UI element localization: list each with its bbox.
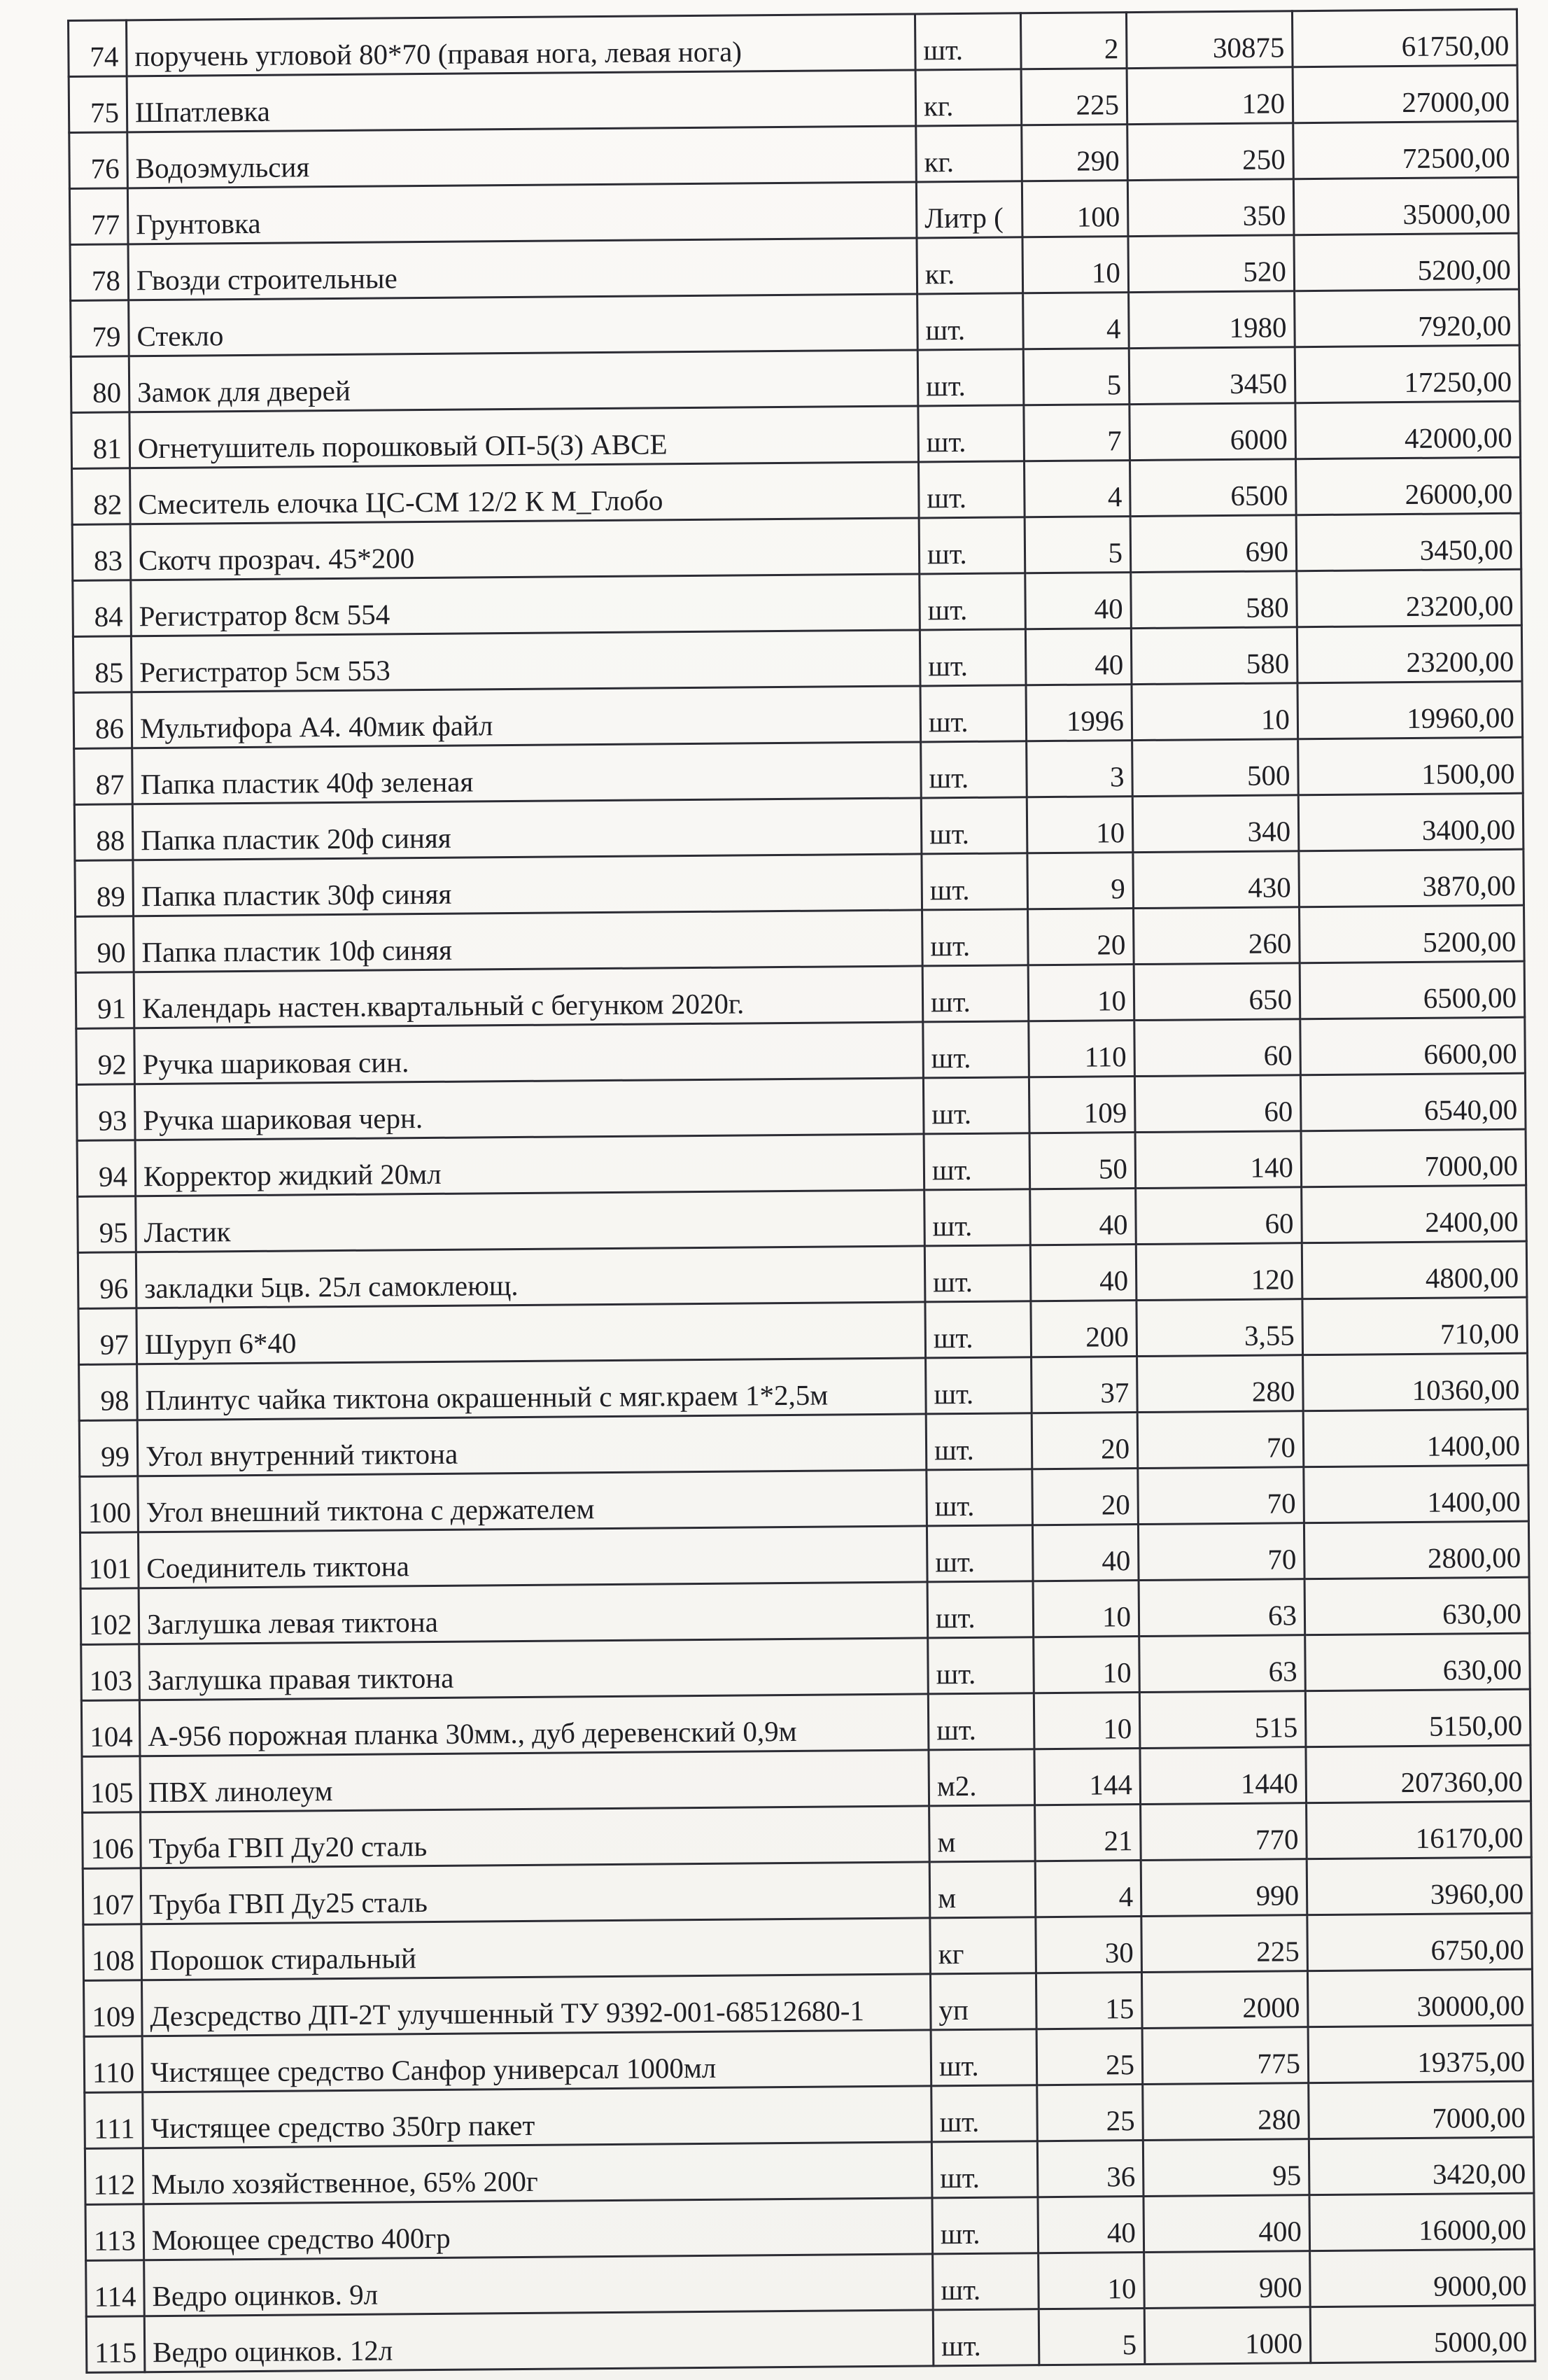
item-name: Угол внутренний тиктона <box>137 1414 927 1476</box>
line-total: 19375,00 <box>1308 2025 1533 2083</box>
item-name: Стекло <box>129 294 918 356</box>
quantity: 144 <box>1034 1749 1141 1805</box>
item-name: Папка пластик 30ф синяя <box>133 854 922 916</box>
unit-of-measure: шт. <box>917 349 1024 406</box>
line-total: 2400,00 <box>1302 1185 1527 1243</box>
row-number: 87 <box>74 748 133 805</box>
quantity: 40 <box>1030 1189 1137 1245</box>
quantity: 3 <box>1027 741 1133 797</box>
unit-price: 70 <box>1138 1467 1304 1525</box>
quantity: 4 <box>1024 461 1130 517</box>
item-name: ПВХ линолеум <box>140 1750 929 1812</box>
row-number: 108 <box>83 1924 142 1981</box>
line-total: 16170,00 <box>1307 1801 1532 1859</box>
row-number: 105 <box>82 1756 141 1813</box>
unit-price: 70 <box>1137 1411 1304 1469</box>
line-total: 7000,00 <box>1301 1129 1526 1187</box>
unit-price: 1980 <box>1129 291 1295 349</box>
line-total: 9000,00 <box>1310 2249 1535 2307</box>
row-number: 109 <box>84 1980 143 2037</box>
unit-price: 280 <box>1137 1355 1304 1413</box>
unit-of-measure: шт. <box>919 517 1025 574</box>
row-number: 91 <box>76 972 134 1029</box>
unit-price: 120 <box>1136 1243 1302 1301</box>
unit-price: 520 <box>1128 235 1295 293</box>
line-total: 61750,00 <box>1292 9 1517 67</box>
quantity: 9 <box>1027 853 1134 909</box>
unit-of-measure: шт. <box>924 1245 1031 1302</box>
item-name: Заглушка левая тиктона <box>139 1582 928 1644</box>
row-number: 85 <box>73 636 132 693</box>
line-total: 3400,00 <box>1298 793 1524 851</box>
row-number: 92 <box>76 1028 135 1085</box>
quantity: 10 <box>1022 237 1129 293</box>
row-number: 102 <box>80 1588 139 1645</box>
unit-price: 430 <box>1133 851 1300 909</box>
quantity: 20 <box>1032 1413 1138 1469</box>
row-number: 74 <box>69 20 127 77</box>
unit-of-measure: кг. <box>916 125 1022 182</box>
line-total: 2800,00 <box>1304 1521 1529 1579</box>
unit-price: 280 <box>1143 2083 1309 2141</box>
unit-of-measure: м <box>929 1805 1036 1862</box>
item-name: Гвозди строительные <box>128 238 917 300</box>
unit-of-measure: м2. <box>929 1749 1035 1806</box>
line-total: 6750,00 <box>1307 1913 1533 1971</box>
row-number: 101 <box>80 1532 139 1589</box>
line-total: 35000,00 <box>1293 177 1519 235</box>
quantity: 10 <box>1039 2253 1145 2309</box>
item-name: Шуруп 6*40 <box>136 1302 926 1364</box>
row-number: 100 <box>80 1476 139 1533</box>
quantity: 10 <box>1027 797 1133 853</box>
row-number: 104 <box>81 1700 140 1757</box>
quantity: 200 <box>1031 1301 1137 1357</box>
item-name: Чистящее средство Санфор универсал 1000мл <box>142 2030 931 2092</box>
unit-price: 580 <box>1131 627 1297 685</box>
line-total: 26000,00 <box>1295 457 1521 515</box>
quantity: 21 <box>1035 1805 1141 1861</box>
item-name: Шпатлевка <box>127 70 916 132</box>
quantity: 37 <box>1032 1357 1138 1413</box>
unit-price: 70 <box>1138 1523 1304 1581</box>
line-total: 3420,00 <box>1309 2137 1534 2195</box>
item-name: Плинтус чайка тиктона окрашенный с мяг.краем 1*2,5м <box>137 1358 927 1420</box>
unit-of-measure: шт. <box>925 1301 1032 1358</box>
unit-price: 63 <box>1139 1635 1306 1693</box>
unit-of-measure: кг. <box>917 237 1023 294</box>
unit-of-measure: шт. <box>923 1021 1029 1078</box>
unit-of-measure: Литр ( <box>916 181 1022 238</box>
row-number: 76 <box>69 132 128 189</box>
unit-price: 6000 <box>1130 403 1296 461</box>
unit-of-measure: уп <box>930 1973 1036 2030</box>
item-name: Папка пластик 20ф синяя <box>132 798 922 860</box>
line-total: 30000,00 <box>1307 1969 1533 2027</box>
line-total: 6540,00 <box>1300 1073 1526 1131</box>
line-total: 5200,00 <box>1294 233 1519 291</box>
line-total: 19960,00 <box>1297 681 1523 739</box>
unit-of-measure: шт. <box>931 2029 1037 2086</box>
quantity: 20 <box>1032 1469 1139 1525</box>
quantity: 2 <box>1020 13 1127 69</box>
row-number: 80 <box>71 356 129 413</box>
unit-price: 500 <box>1132 739 1299 797</box>
item-name: Ластик <box>136 1190 925 1252</box>
item-name: Порошок стиральный <box>141 1918 931 1980</box>
unit-of-measure: шт. <box>923 1077 1029 1134</box>
row-number: 111 <box>85 2092 143 2149</box>
unit-of-measure: шт. <box>933 2253 1039 2310</box>
unit-price: 3450 <box>1129 347 1295 405</box>
row-number: 88 <box>74 804 133 861</box>
quantity: 15 <box>1036 1973 1142 2029</box>
quantity: 225 <box>1021 69 1127 125</box>
item-name: Замок для дверей <box>129 350 918 412</box>
quantity: 4 <box>1035 1861 1141 1917</box>
unit-of-measure: шт. <box>932 2197 1039 2254</box>
item-name: Моющее средство 400гр <box>143 2198 933 2260</box>
unit-of-measure: шт. <box>918 405 1025 462</box>
unit-of-measure: шт. <box>927 1581 1034 1638</box>
quantity: 109 <box>1029 1077 1135 1133</box>
row-number: 75 <box>69 76 127 133</box>
unit-price: 990 <box>1141 1859 1307 1917</box>
unit-price: 60 <box>1136 1187 1302 1245</box>
line-total: 207360,00 <box>1306 1745 1531 1803</box>
unit-of-measure: шт. <box>920 573 1026 630</box>
unit-of-measure: шт. <box>921 797 1027 854</box>
unit-of-measure: шт. <box>928 1637 1034 1694</box>
item-name: Огнетушитель порошковый ОП-5(З) АВСЕ <box>129 406 919 468</box>
unit-of-measure: шт. <box>919 461 1025 518</box>
quantity: 10 <box>1028 965 1134 1021</box>
quantity: 10 <box>1034 1637 1140 1693</box>
quantity: 100 <box>1022 181 1128 237</box>
quantity: 4 <box>1023 293 1130 349</box>
item-name: Соединитель тиктона <box>138 1526 927 1588</box>
line-total: 23200,00 <box>1297 625 1522 683</box>
quantity: 5 <box>1025 517 1131 573</box>
item-name: Угол внешний тиктона с держателем <box>138 1470 927 1532</box>
item-name: А-956 порожная планка 30мм., дуб деревенский 0,9м <box>139 1694 929 1756</box>
item-name: Корректор жидкий 20мл <box>135 1134 924 1196</box>
unit-price: 690 <box>1130 515 1297 573</box>
line-total: 1400,00 <box>1303 1409 1528 1467</box>
table-row <box>86 2305 1535 2372</box>
line-total: 630,00 <box>1304 1577 1530 1635</box>
line-total: 5000,00 <box>1310 2305 1535 2363</box>
unit-of-measure: шт. <box>924 1133 1030 1190</box>
unit-of-measure: шт. <box>922 853 1028 910</box>
row-number: 96 <box>78 1252 136 1309</box>
line-total: 5200,00 <box>1300 905 1525 963</box>
item-name: Труба ГВП Ду25 сталь <box>141 1862 930 1924</box>
quantity: 10 <box>1033 1581 1139 1637</box>
row-number: 86 <box>73 692 132 749</box>
row-number: 90 <box>76 916 134 973</box>
unit-price: 1440 <box>1140 1747 1307 1805</box>
quantity: 5 <box>1023 349 1130 405</box>
row-number: 77 <box>69 188 128 245</box>
unit-price: 770 <box>1141 1803 1307 1861</box>
line-total: 17250,00 <box>1295 345 1520 403</box>
quantity: 36 <box>1037 2141 1144 2197</box>
quantity: 30 <box>1036 1917 1142 1973</box>
unit-price: 63 <box>1139 1579 1305 1637</box>
unit-price: 900 <box>1144 2251 1311 2309</box>
item-name: поручень угловой 80*70 (правая нога, левая нога) <box>127 14 916 76</box>
unit-price: 30875 <box>1126 11 1293 69</box>
row-number: 107 <box>83 1868 141 1925</box>
unit-price: 120 <box>1127 67 1293 125</box>
unit-of-measure: кг. <box>915 69 1022 126</box>
row-number: 93 <box>76 1084 135 1141</box>
unit-price: 10 <box>1132 683 1298 741</box>
item-name: Чистящее средство 350гр пакет <box>143 2086 932 2148</box>
row-number: 113 <box>85 2204 144 2261</box>
item-name: Скотч прозрач. 45*200 <box>130 518 920 580</box>
unit-of-measure: шт. <box>928 1693 1034 1750</box>
unit-price: 515 <box>1139 1691 1306 1749</box>
unit-of-measure: шт. <box>926 1413 1032 1470</box>
unit-of-measure: шт. <box>927 1469 1033 1526</box>
item-name: закладки 5цв. 25л самоклеющ. <box>136 1246 925 1308</box>
unit-price: 350 <box>1127 179 1294 237</box>
item-name: Заглушка правая тиктона <box>139 1638 929 1700</box>
unit-of-measure: шт. <box>931 2141 1038 2198</box>
unit-price: 2000 <box>1141 1971 1308 2029</box>
item-name: Мультифора А4. 40мик файл <box>132 686 921 748</box>
row-number: 81 <box>71 412 130 469</box>
line-total: 710,00 <box>1302 1297 1528 1355</box>
line-total: 3870,00 <box>1299 849 1524 907</box>
unit-of-measure: шт. <box>920 685 1027 742</box>
item-name: Дезсредство ДП-2Т улучшенный ТУ 9392-001-68512680-1 <box>142 1974 931 2036</box>
row-number: 99 <box>79 1420 138 1477</box>
unit-price: 340 <box>1132 795 1299 853</box>
unit-price: 60 <box>1134 1075 1301 1133</box>
line-total: 5150,00 <box>1305 1689 1531 1747</box>
row-number: 103 <box>81 1644 140 1701</box>
line-total: 1500,00 <box>1298 737 1524 795</box>
row-number: 106 <box>83 1812 141 1869</box>
quantity: 25 <box>1036 2029 1143 2085</box>
line-total: 6500,00 <box>1300 961 1525 1019</box>
line-total: 72500,00 <box>1293 121 1519 179</box>
unit-price: 1000 <box>1144 2307 1311 2365</box>
quantity: 290 <box>1022 125 1128 181</box>
items-table-body <box>69 9 1535 2372</box>
row-number: 78 <box>70 244 129 301</box>
row-number: 97 <box>78 1308 137 1365</box>
item-name: Ведро оцинков. 9л <box>144 2254 934 2316</box>
item-name: Труба ГВП Ду20 сталь <box>141 1806 930 1868</box>
unit-price: 95 <box>1143 2139 1309 2197</box>
quantity: 10 <box>1034 1693 1140 1749</box>
row-number: 89 <box>75 860 134 917</box>
unit-price: 140 <box>1135 1131 1302 1189</box>
row-number: 110 <box>84 2036 143 2093</box>
quantity: 50 <box>1029 1133 1136 1189</box>
quantity: 1996 <box>1026 685 1132 741</box>
quantity: 40 <box>1025 573 1132 629</box>
unit-price: 225 <box>1141 1915 1308 1973</box>
unit-of-measure: кг <box>930 1917 1036 1974</box>
unit-of-measure: м <box>929 1861 1036 1918</box>
item-name: Регистратор 8см 554 <box>131 574 920 636</box>
quantity: 20 <box>1028 909 1134 965</box>
row-number: 114 <box>86 2260 145 2317</box>
items-table <box>67 8 1536 2374</box>
line-total: 42000,00 <box>1295 401 1521 459</box>
line-total: 27000,00 <box>1293 65 1518 123</box>
unit-price: 400 <box>1144 2195 1310 2253</box>
item-name: Грунтовка <box>127 182 917 244</box>
unit-of-measure: шт. <box>933 2309 1039 2366</box>
row-number: 82 <box>72 468 131 525</box>
unit-price: 260 <box>1134 907 1300 965</box>
unit-of-measure: шт. <box>922 965 1029 1022</box>
row-number: 112 <box>85 2148 143 2205</box>
row-number: 115 <box>86 2316 145 2373</box>
quantity: 5 <box>1039 2309 1145 2365</box>
unit-of-measure: шт. <box>931 2085 1038 2142</box>
item-name: Папка пластик 10ф синяя <box>134 910 923 972</box>
quantity: 25 <box>1037 2085 1144 2141</box>
quantity: 40 <box>1025 629 1132 685</box>
unit-price: 580 <box>1131 571 1297 629</box>
unit-price: 775 <box>1142 2027 1309 2085</box>
line-total: 630,00 <box>1305 1633 1531 1691</box>
line-total: 23200,00 <box>1297 569 1522 627</box>
unit-of-measure: шт. <box>927 1525 1033 1582</box>
item-name: Регистратор 5см 553 <box>131 630 920 692</box>
unit-of-measure: шт. <box>922 909 1029 966</box>
item-name: Ручка шариковая черн. <box>134 1078 924 1140</box>
line-total: 3960,00 <box>1307 1857 1532 1915</box>
unit-price: 650 <box>1134 963 1300 1021</box>
line-total: 6600,00 <box>1300 1017 1526 1075</box>
line-total: 1400,00 <box>1304 1465 1529 1523</box>
unit-price: 3,55 <box>1137 1299 1303 1357</box>
item-name: Ручка шариковая син. <box>134 1022 924 1084</box>
line-total: 7000,00 <box>1309 2081 1534 2139</box>
unit-price: 6500 <box>1130 459 1296 517</box>
row-number: 98 <box>79 1364 138 1421</box>
quantity: 40 <box>1038 2197 1144 2253</box>
quantity: 110 <box>1029 1021 1135 1077</box>
unit-of-measure: шт. <box>920 629 1026 686</box>
unit-price: 250 <box>1127 123 1294 181</box>
row-number: 84 <box>73 580 132 637</box>
line-total: 3450,00 <box>1296 513 1521 571</box>
line-total: 16000,00 <box>1309 2193 1535 2251</box>
unit-of-measure: шт. <box>921 741 1027 798</box>
quantity: 7 <box>1024 405 1130 461</box>
line-total: 10360,00 <box>1303 1353 1528 1411</box>
quantity: 40 <box>1032 1525 1139 1581</box>
item-name: Ведро оцинков. 12л <box>144 2310 934 2372</box>
item-name: Мыло хозяйственное, 65% 200г <box>143 2142 932 2204</box>
unit-of-measure: шт. <box>924 1189 1031 1246</box>
unit-of-measure: шт. <box>926 1357 1032 1414</box>
unit-price: 60 <box>1134 1019 1301 1077</box>
row-number: 94 <box>77 1140 136 1197</box>
unit-of-measure: шт. <box>915 13 1021 70</box>
item-name: Смеситель елочка ЦС-СМ 12/2 К М_Глобо <box>130 462 920 524</box>
quantity: 40 <box>1030 1245 1137 1301</box>
line-total: 7920,00 <box>1295 289 1520 347</box>
item-name: Водоэмульсия <box>127 126 917 188</box>
line-total: 4800,00 <box>1302 1241 1527 1299</box>
row-number: 83 <box>72 524 131 581</box>
item-name: Календарь настен.квартальный с бегунком 2020г. <box>134 966 923 1028</box>
unit-of-measure: шт. <box>917 293 1024 350</box>
item-name: Папка пластик 40ф зеленая <box>132 742 922 804</box>
row-number: 95 <box>78 1196 136 1253</box>
row-number: 79 <box>71 300 129 357</box>
